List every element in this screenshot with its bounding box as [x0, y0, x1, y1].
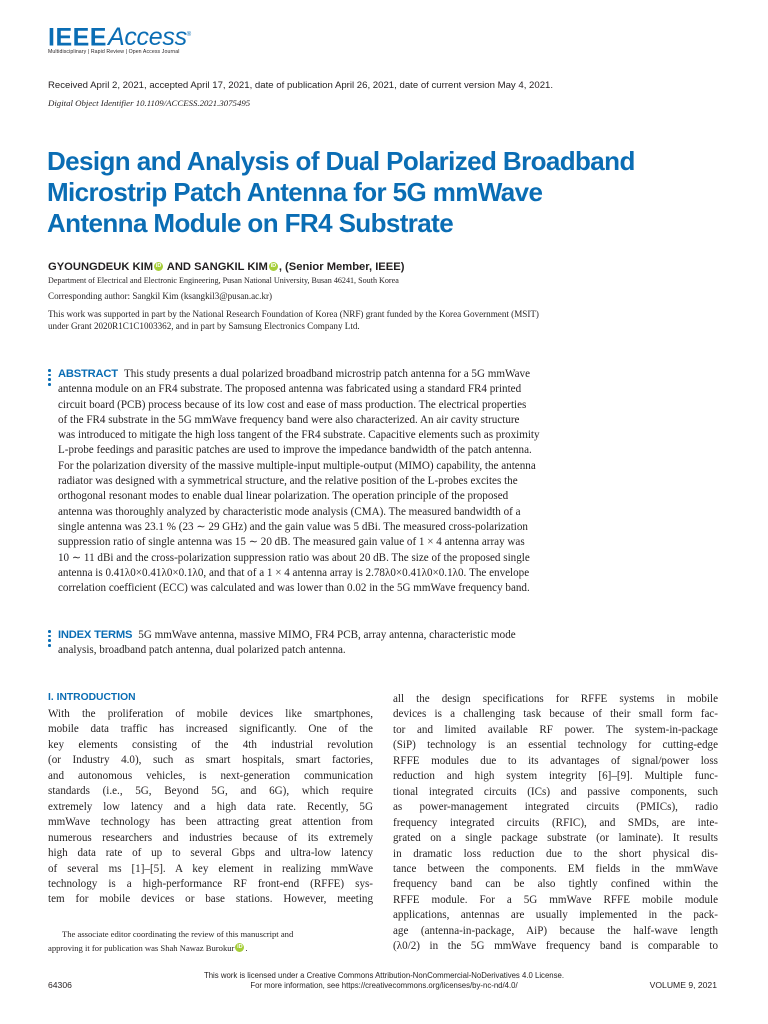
body-line: age (antenna-in-package, AiP) because the half-wave length — [393, 924, 718, 937]
body-line: (or Industry 4.0), such as smart hospitals, smart factories, — [48, 754, 373, 767]
logo-tagline: Multidisciplinary | Rapid Review | Open Access Journal — [48, 49, 180, 56]
abstract-text: This study presents a dual polarized broadband microstrip patch antenna for a 5G mmWave — [123, 368, 530, 380]
funding-note — [48, 308, 648, 332]
author-membership: , (Senior Member, IEEE) — [278, 261, 405, 273]
body-line: With the proliferation of mobile devices like smartphones, — [48, 708, 373, 720]
body-line: extremely low latency and a high data rate. Recently, 5G — [48, 800, 373, 813]
body-line: applications, antennas are usually implemented in the pack- — [393, 909, 718, 922]
logo-trademark: ® — [186, 32, 192, 38]
body-column-right — [393, 692, 718, 955]
abstract — [58, 367, 728, 596]
paper-title — [47, 146, 707, 239]
page-number: 64306 — [48, 980, 72, 990]
body-line: RFFE module. For a 5G mmWave RFFE mobile module — [393, 893, 718, 906]
abstract-line: correlation coefficient (ECC) was calculated and was lower than 0.02 in the 5G mmWave frequency band. — [58, 582, 530, 595]
body-column-left — [48, 707, 373, 908]
abstract-line: of the FR4 substrate in the 5G mmWave frequency band were also characterized. An air cavity structure — [58, 413, 520, 426]
abstract-line — [58, 367, 728, 382]
abstract-line: was introduced to mitigate the high loss tangent of the FR4 substrate. Capacitive elements such as proximity — [58, 429, 540, 442]
abstract-line: circuit board (PCB) process because of its low cost and ease of mass production. The electrical properties — [58, 398, 527, 411]
title-line: Design and Analysis of Dual Polarized Broadband — [47, 146, 635, 176]
body-line: in dramatic loss reduction due to the short physical dis- — [393, 847, 718, 860]
logo-ieee: IEEE — [48, 23, 107, 52]
footnote-line: The associate editor coordinating the review of this manuscript and — [62, 929, 294, 939]
author-name: AND SANGKIL KIM — [164, 261, 268, 273]
body-line: technology is a high-performance RF front-end (RFFE) sys- — [48, 877, 373, 890]
index-terms-text: 5G mmWave antenna, massive MIMO, FR4 PCB, array antenna, characteristic mode — [138, 629, 516, 641]
body-line: as power-management integrated circuits (PMICs), radio — [393, 801, 718, 814]
body-line: high data rate of up to several Gbps and ultra-low latency — [48, 847, 373, 860]
body-line: RFFE modules due to its advantages of signal/power loss — [393, 754, 718, 767]
orcid-icon[interactable]: iD — [270, 263, 277, 269]
volume-label: VOLUME 9, 2021 — [649, 980, 717, 990]
abstract-line: antenna is 0.41λ0×0.41λ0×0.1λ0, and that of a 1 × 4 antenna array is 2.78λ0×0.41λ0×0.1λ0. The envelope — [58, 566, 530, 579]
body-line: frequency band can be also tightly confined within the — [393, 878, 718, 891]
doi-line: Digital Object Identifier 10.1109/ACCESS.2021.3075495 — [48, 98, 251, 108]
title-line: Microstrip Patch Antenna for 5G mmWave — [47, 177, 543, 207]
funding-line: under Grant 2020R1C1C1003362, and in part by Samsung Electronics Company Ltd. — [48, 321, 360, 331]
body-line: grated on a single package substrate (or laminate). It results — [393, 832, 718, 845]
abstract-line: antenna was thoroughly analyzed by characteristic mode analysis (CMA). The measured bandwidth of a — [58, 505, 521, 518]
section-heading: I. INTRODUCTION — [48, 692, 136, 703]
body-line: (SiP) technology is an essential technology for cutting-edge — [393, 739, 718, 752]
body-line: and autonomous vehicles, is next-generation communication — [48, 769, 373, 782]
body-line: all the design specifications for RFFE systems in mobile — [393, 693, 718, 705]
editor-footnote — [48, 927, 373, 955]
license-line: This work is licensed under a Creative Commons Attribution-NonCommercial-NoDerivatives 4.0 License. — [203, 971, 565, 980]
index-terms-line — [58, 628, 728, 643]
abstract-line: L-probe feedings and parasitic patches are used to improve the impedance bandwidth of the patch antenna. — [58, 444, 532, 457]
body-line: tional integrated circuits (ICs) and passive components, such — [393, 785, 718, 798]
index-terms-heading: INDEX TERMS — [58, 629, 133, 641]
body-line: tance between the components. EM fields in the mmWave — [393, 862, 718, 875]
license-link[interactable]: For more information, see https://creativecommons.org/licenses/by-nc-nd/4.0/ — [250, 980, 518, 990]
body-line: reduction and high system integrity [6]–[9]. Multiple func- — [393, 770, 718, 783]
body-line: mmWave technology has been attracting great attention from — [48, 816, 373, 829]
orcid-icon[interactable]: iD — [237, 944, 243, 950]
abstract-heading: ABSTRACT — [58, 368, 118, 380]
abstract-line: suppression ratio of single antenna was 15 ∼ 20 dB. The measured gain value of 1 × 4 antenna array was — [58, 536, 525, 549]
body-line: mobile data traffic has increased significantly. One of the — [48, 723, 373, 736]
journal-logo — [48, 22, 191, 55]
body-line: of several ms [1]–[5]. A key element in realizing mmWave — [48, 862, 373, 875]
orcid-icon[interactable]: iD — [155, 263, 162, 269]
abstract-line: radiator was designed with a symmetrical structure, and the relative position of the L-probes excites the — [58, 475, 518, 488]
abstract-marker-icon — [48, 369, 51, 388]
body-line: devices is a challenging task because of their small form fac- — [393, 708, 718, 721]
index-terms — [58, 628, 728, 659]
body-line: tem for mobile devices or base stations. However, meeting — [48, 893, 373, 906]
affiliation: Department of Electrical and Electronic Engineering, Pusan National University, Busan 46241, South Korea — [48, 276, 399, 285]
footnote-text: approving it for publication was Shah Nawaz Burokur — [48, 943, 235, 953]
index-terms-marker-icon — [48, 630, 51, 649]
title-line: Antenna Module on FR4 Substrate — [47, 208, 454, 238]
logo-access: Access — [107, 23, 187, 52]
funding-line: This work was supported in part by the National Research Foundation of Korea (NRF) grant funded by the Korea Government (MSIT) — [48, 309, 539, 319]
body-line: numerous researchers and industries because of its extremely — [48, 831, 373, 844]
abstract-line: For the polarization diversity of the massive multiple-input multiple-output (MIMO) capability, the antenna — [58, 459, 536, 472]
abstract-line: orthogonal resonant modes to enable dual linear polarization. The operation principle of the proposed — [58, 490, 509, 503]
body-line: key elements consisting of the 4th industrial revolution — [48, 738, 373, 751]
abstract-line: antenna module on an FR4 substrate. The proposed antenna was fabricated using a standard FR4 printed — [58, 383, 522, 396]
abstract-line: single antenna was 23.1 % (23 ∼ 29 GHz) and the gain value was 5 dBi. The measured cross-polarization — [58, 520, 528, 533]
body-line: (λ0/2) in the 5G mmWave frequency band is comparable to — [393, 940, 718, 953]
footnote-line: approving it for publication was Shah Nawaz Burokur iD . — [48, 943, 248, 953]
abstract-line: 10 ∼ 11 dBi and the cross-polarization suppression ratio was about 20 dB. The size of the proposed single — [58, 551, 530, 564]
author-line — [48, 261, 404, 273]
body-line: tor and limited available RF power. The system-in-package — [393, 723, 718, 736]
index-terms-line: analysis, broadband patch antenna, dual polarized patch antenna. — [58, 644, 346, 657]
body-line: standards (i.e., 5G, Beyond 5G, and 6G), which require — [48, 785, 373, 798]
body-line: frequency integrated circuits (RFIC), and SMDs, are inte- — [393, 816, 718, 829]
corresponding-author: Corresponding author: Sangkil Kim (ksangkil3@pusan.ac.kr) — [48, 291, 273, 301]
author-name: GYOUNGDEUK KIM — [48, 261, 154, 273]
received-dates: Received April 2, 2021, accepted April 17, 2021, date of publication April 26, 2021, date of current version May 4, 2021. — [48, 80, 554, 91]
